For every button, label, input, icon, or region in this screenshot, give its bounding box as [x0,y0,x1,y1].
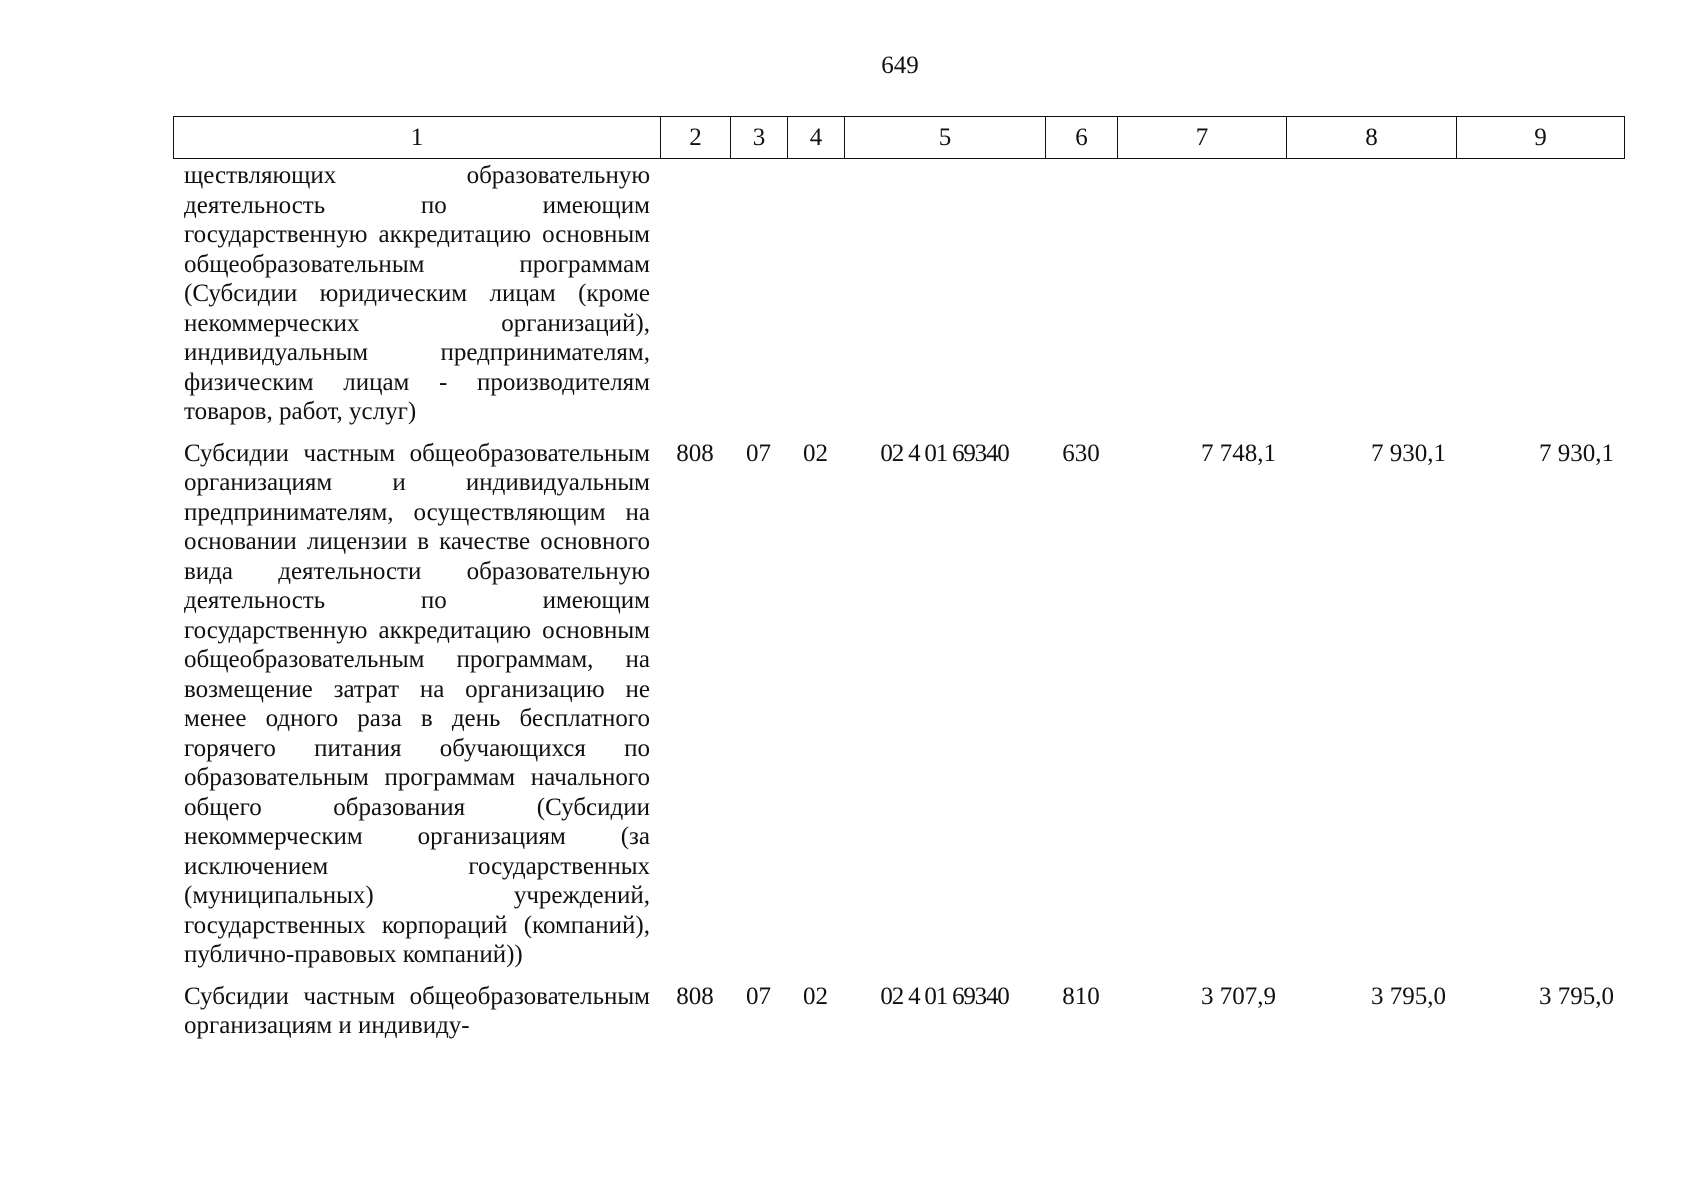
table-row [173,427,1624,970]
column-header-1: 1 [174,117,661,159]
row-col-5: 02 4 01 69340 [880,982,1009,1010]
table-row [173,970,1624,1041]
column-header-4: 4 [788,117,845,159]
row-col-5 [844,161,1045,427]
row-col-2: 808 [676,982,714,1010]
table-row [173,161,1624,427]
row-description: ществляющих образовательную деятельность по имеющим государственную аккредитацию основным общеобразовательным программам (Субсидии юридическим лицам (кроме некоммерческих организаций), индивидуальным предпринимателям, физическим лицам - производителям товаров, работ, услуг) [184,162,650,425]
budget-table-body [173,161,1624,1041]
row-col-6: 810 [1062,982,1100,1010]
row-col-6 [1045,161,1117,427]
row-col-9: 3 795,0 [1539,982,1614,1010]
column-header-9: 9 [1457,117,1625,159]
row-col-7: 7 748,1 [1201,439,1276,467]
page-number: 649 [881,52,919,79]
row-col-7: 3 707,9 [1201,982,1276,1010]
row-col-6: 630 [1062,439,1100,467]
row-col-3 [730,161,787,427]
row-col-9 [1456,161,1624,427]
row-col-8: 7 930,1 [1371,439,1446,467]
column-header-8: 8 [1287,117,1457,159]
column-header-6: 6 [1046,117,1118,159]
column-header-2: 2 [661,117,731,159]
row-col-4 [787,161,844,427]
column-header-table [173,116,1625,159]
row-col-4: 02 [803,982,828,1010]
row-col-9: 7 930,1 [1539,439,1614,467]
row-col-2: 808 [676,439,714,467]
row-col-2 [660,161,730,427]
row-col-3: 07 [746,982,771,1010]
row-col-3: 07 [746,439,771,467]
row-col-8: 3 795,0 [1371,982,1446,1010]
column-header-row [174,117,1625,159]
column-header-3: 3 [731,117,788,159]
row-description: Субсидии частным общеобразовательным организациям и индивиду- [184,982,650,1039]
row-col-8 [1286,161,1456,427]
row-description: Субсидии частным общеобразовательным организациям и индивидуальным предпринимателям, осуществляющим на основании лицензии в качестве основного вида деятельности образовательную деятельность по имеющим государственную аккредитацию основным общеобразовательным программам, на возмещение затрат на организацию не менее одного раза в день бесплатного горячего питания обучающихся по образовательным программам начального общего образования (Субсидии некоммерческим организациям (за исключением государственных (муниципальных) учреждений, государственных корпораций (компаний), публично-правовых компаний)) [184,439,650,968]
row-col-4: 02 [803,439,828,467]
row-col-5: 02 4 01 69340 [880,439,1009,467]
row-col-7 [1117,161,1286,427]
column-header-7: 7 [1118,117,1287,159]
column-header-5: 5 [845,117,1046,159]
